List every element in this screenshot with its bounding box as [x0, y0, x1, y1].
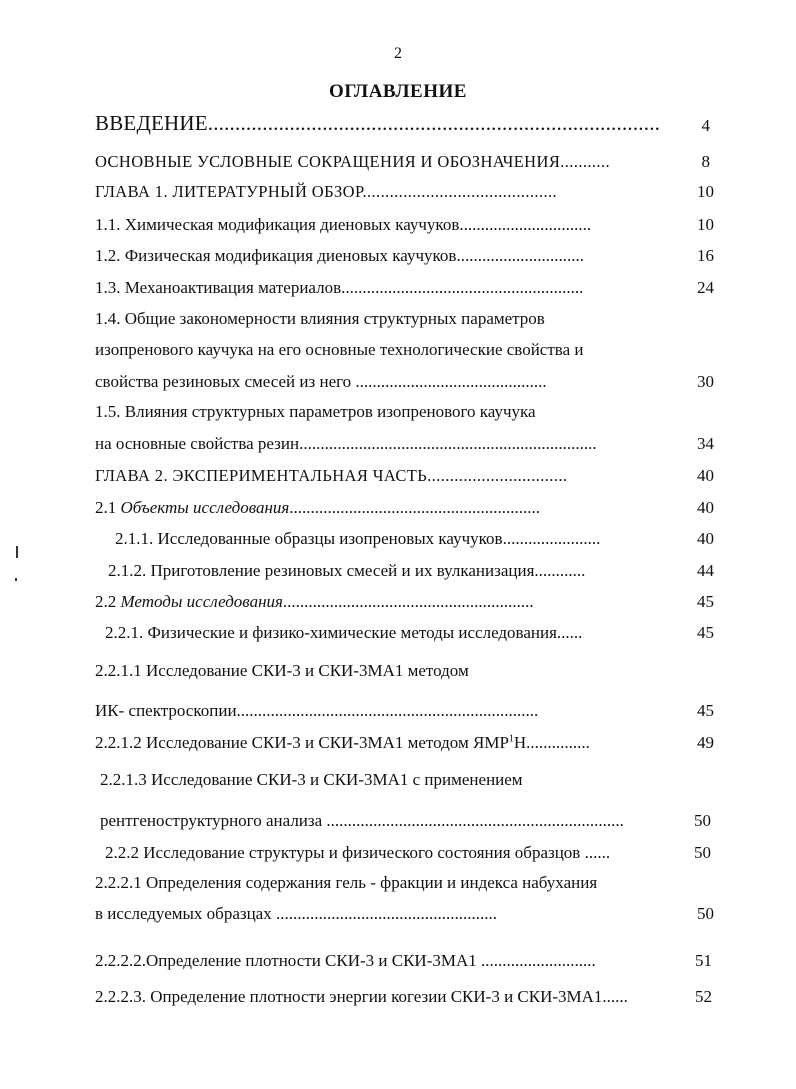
toc-entry-superscript: 1	[508, 733, 514, 745]
toc-entry-number: 2.1	[95, 498, 121, 517]
toc-entry-text: 2.2.1. Физические и физико-химические методы исследования......	[105, 623, 583, 642]
toc-entry-leader: ...........................................................	[282, 592, 534, 611]
toc-entry-italic: Методы исследования	[120, 592, 283, 611]
page-number: 2	[394, 45, 402, 62]
toc-entry-page: 40	[697, 498, 714, 517]
toc-entry-text: 2.2.2.1 Определения содержания гель - фракции и индекса набухания	[95, 873, 598, 892]
toc-entry-text: 2.1.1. Исследованные образцы изопреновых каучуков.......................	[115, 529, 601, 548]
toc-entry-page: 45	[697, 701, 714, 720]
toc-entry-text: 2.1.2. Приготовление резиновых смесей и их вулканизация............	[108, 561, 586, 580]
toc-entry-text: 2.2.2.3. Определение плотности энергии когезии СКИ-3 и СКИ-3МА1......	[95, 987, 628, 1006]
toc-entry-text: ИК- спектроскопии.......................................................................	[95, 701, 539, 720]
toc-entry-page: 50	[694, 811, 711, 830]
toc-entry-number: 2.2.1.2 Исследование СКИ-3 и СКИ-3МА1 методом ЯМР	[95, 733, 509, 752]
toc-entry-text: 2.2.1.3 Исследование СКИ-3 и СКИ-3МА1 с применением	[100, 770, 523, 789]
toc-entry-text: ВВЕДЕНИЕ...................................................................................	[95, 111, 661, 135]
toc-entry-page: 16	[697, 246, 714, 265]
scan-mark	[15, 578, 17, 581]
toc-entry-text: 2.2.2 Исследование структуры и физического состояния образцов ......	[105, 843, 611, 862]
toc-entry-text: 1.3. Механоактивация материалов.........................................................	[95, 278, 584, 297]
toc-entry-text: 1.4. Общие закономерности влияния структурных параметров	[95, 309, 545, 328]
toc-entry-text: 1.5. Влияния структурных параметров изопренового каучука	[95, 402, 536, 421]
toc-entry-page: 51	[695, 951, 712, 970]
toc-entry-page: 45	[697, 623, 714, 642]
toc-entry-text	[95, 733, 590, 753]
toc-entry-text: изопренового каучука на его основные технологические свойства и	[95, 340, 584, 359]
toc-entry-text: 1.1. Химическая модификация диеновых каучуков...............................	[95, 215, 592, 234]
toc-entry-page: 4	[701, 116, 710, 135]
toc-entry-page: 30	[697, 372, 714, 391]
toc-entry-text: свойства резиновых смесей из него .............................................	[95, 372, 547, 391]
toc-entry-text	[95, 592, 534, 612]
toc-entry-page: 49	[697, 733, 714, 752]
toc-entry-page: 8	[701, 152, 710, 171]
toc-entry-page: 44	[697, 561, 714, 580]
page-title: ОГЛАВЛЕНИЕ	[329, 81, 467, 102]
toc-entry-text: ГЛАВА 1. ЛИТЕРАТУРНЫЙ ОБЗОР...........................................	[95, 182, 558, 201]
toc-entry-text: в исследуемых образцах ....................................................	[95, 904, 497, 923]
scan-mark	[16, 546, 18, 558]
toc-entry-page: 10	[697, 182, 714, 201]
toc-entry-text: 1.2. Физическая модификация диеновых каучуков..............................	[95, 246, 584, 265]
toc-entry-page: 34	[697, 434, 714, 453]
toc-entry-page: 50	[697, 904, 714, 923]
toc-entry-text	[95, 498, 540, 518]
toc-entry-page: 24	[697, 278, 714, 297]
toc-entry-page: 10	[697, 215, 714, 234]
toc-entry-number: 2.2	[95, 592, 121, 611]
toc-entry-text: рентгеноструктурного анализа ......................................................................	[100, 811, 624, 830]
toc-entry-leader: Н...............	[513, 733, 590, 752]
toc-entry-text: 2.2.2.2.Определение плотности СКИ-3 и СКИ-3МА1 ...........................	[95, 951, 596, 970]
toc-entry-page: 40	[697, 466, 714, 485]
toc-entry-text: ОСНОВНЫЕ УСЛОВНЫЕ СОКРАЩЕНИЯ И ОБОЗНАЧЕНИЯ...........	[95, 152, 610, 171]
toc-entry-page: 50	[694, 843, 711, 862]
toc-entry-page: 45	[697, 592, 714, 611]
toc-entry-text: на основные свойства резин......................................................................	[95, 434, 597, 453]
toc-entry-italic: Объекты исследования	[120, 498, 290, 517]
toc-entry-text: ГЛАВА 2. ЭКСПЕРИМЕНТАЛЬНАЯ ЧАСТЬ...............................	[95, 466, 568, 485]
toc-entry-page: 52	[695, 987, 712, 1006]
toc-entry-text: 2.2.1.1 Исследование СКИ-3 и СКИ-3МА1 методом	[95, 661, 469, 680]
toc-entry-page: 40	[697, 529, 714, 548]
toc-entry-leader: ...........................................................	[289, 498, 541, 517]
